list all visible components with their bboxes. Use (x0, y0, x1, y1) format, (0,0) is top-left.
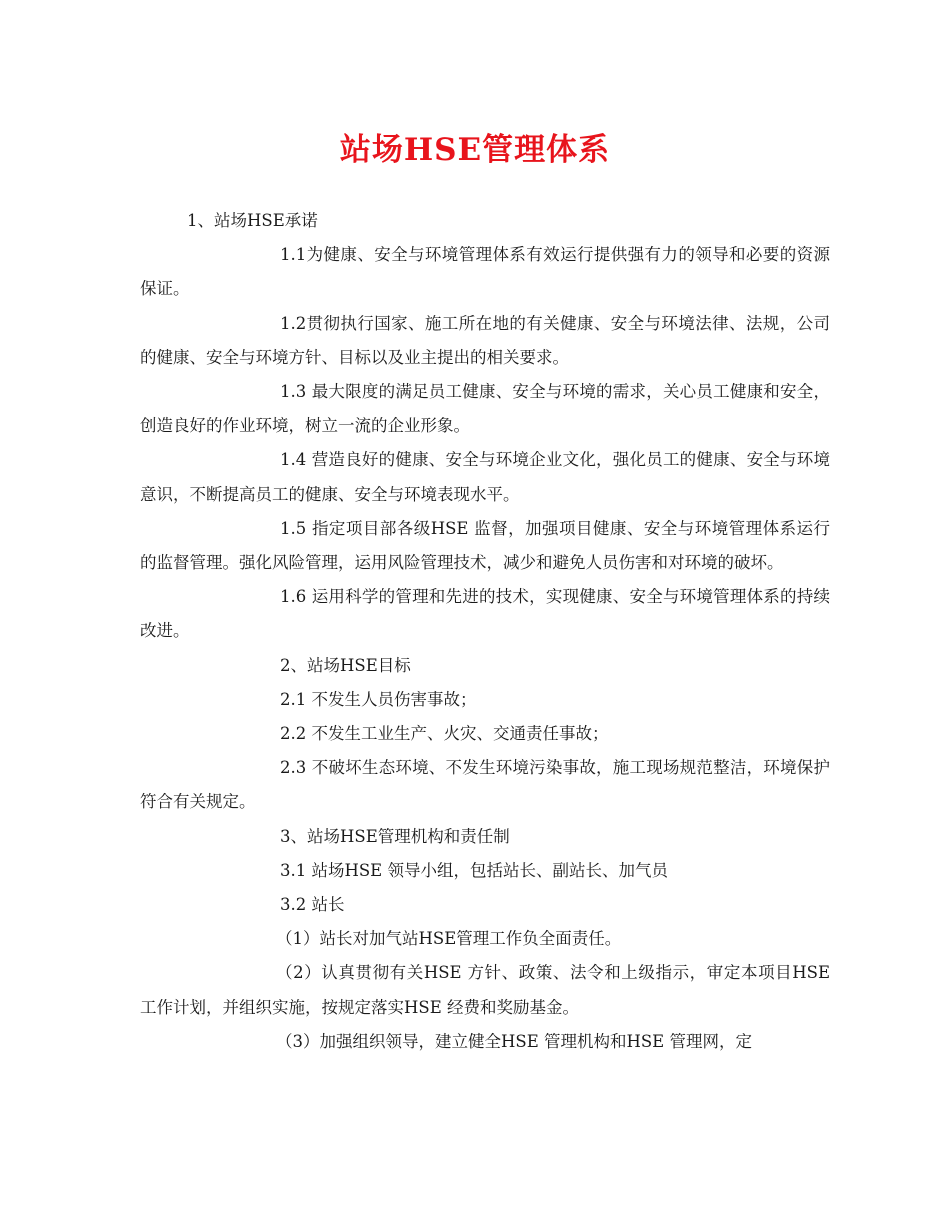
paragraph-3-2: 3.2 站长 (280, 895, 345, 915)
list-item-2: （2）认真贯彻有关HSE 方针、政策、法令和上级指示，审定本项目HSE 工作计划，并组织实施，按规定落实HSE 经费和奖励基金。 (140, 963, 830, 1017)
section-heading-2: 2、站场HSE目标 (280, 655, 411, 675)
paragraph-1-3: 1.3 最大限度的满足员工健康、安全与环境的需求，关心员工健康和安全，创造良好的作业环境，树立一流的企业形象。 (140, 382, 830, 436)
section-heading-3: 3、站场HSE管理机构和责任制 (280, 826, 510, 846)
paragraph-1-4: 1.4 营造良好的健康、安全与环境企业文化，强化员工的健康、安全与环境意识，不断提高员工的健康、安全与环境表现水平。 (140, 450, 830, 504)
paragraph-1-5: 1.5 指定项目部各级HSE 监督，加强项目健康、安全与环境管理体系运行的监督管理。强化风险管理，运用风险管理技术，减少和避免人员伤害和对环境的破坏。 (140, 518, 830, 573)
document-title: 站场HSE管理体系 (339, 132, 611, 168)
paragraph-1-1: 1.1为健康、安全与环境管理体系有效运行提供强有力的领导和必要的资源保证。 (140, 245, 830, 299)
list-item-3: （3）加强组织领导，建立健全HSE 管理机构和HSE 管理网，定 (276, 1031, 752, 1051)
paragraph-1-2: 1.2贯彻执行国家、施工所在地的有关健康、安全与环境法律、法规，公司的健康、安全与环境方针、目标以及业主提出的相关要求。 (140, 313, 830, 367)
list-item-1: （1）站长对加气站HSE管理工作负全面责任。 (276, 929, 622, 949)
paragraph-1-6: 1.6 运用科学的管理和先进的技术，实现健康、安全与环境管理体系的持续改进。 (140, 587, 830, 641)
paragraph-2-2: 2.2 不发生工业生产、火灾、交通责任事故； (280, 724, 609, 744)
section-heading-1: 1、站场HSE承诺 (187, 211, 318, 230)
paragraph-3-1: 3.1 站场HSE 领导小组，包括站长、副站长、加气员 (280, 860, 668, 880)
paragraph-2-1: 2.1 不发生人员伤害事故； (280, 689, 477, 709)
document-body (140, 204, 830, 1059)
paragraph-2-3: 2.3 不破坏生态环境、不发生环境污染事故，施工现场规范整洁，环境保护符合有关规定。 (140, 758, 830, 812)
